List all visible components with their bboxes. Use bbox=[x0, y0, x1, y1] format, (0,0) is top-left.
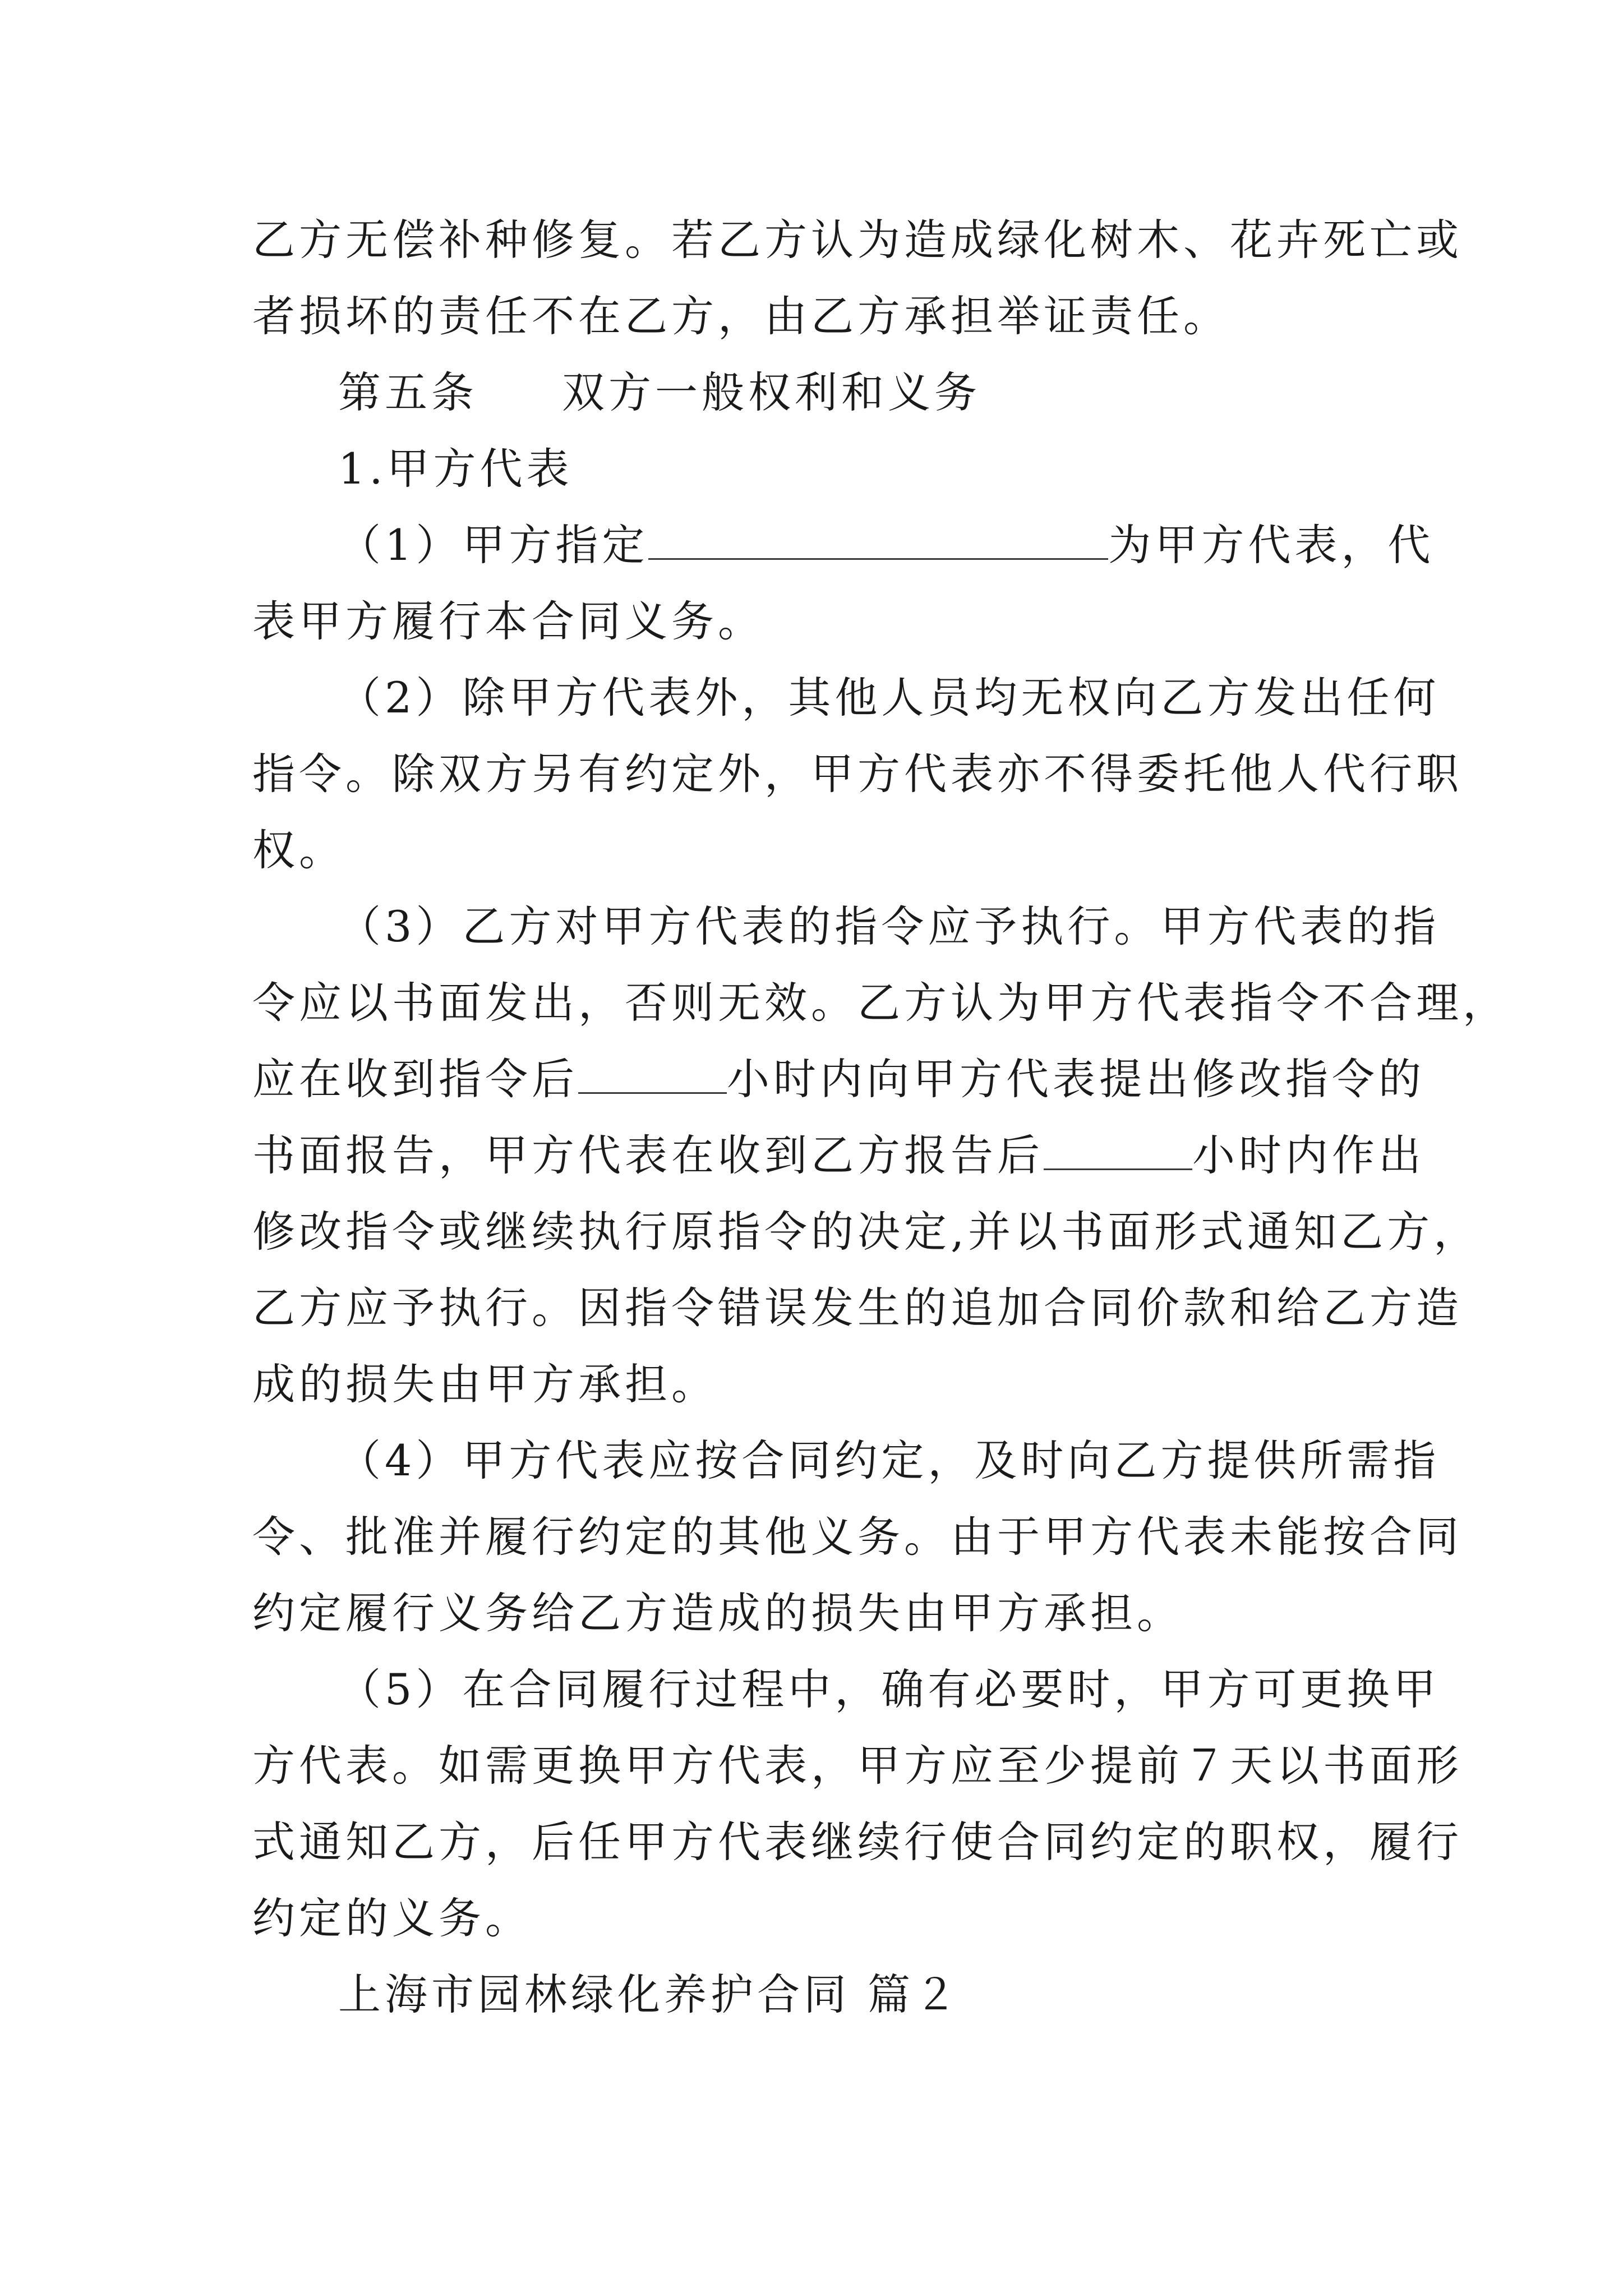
paragraph-line: 令应以书面发出，否则无效。乙方认为甲方代表指令不合理， bbox=[252, 978, 1509, 1028]
paragraph-line: 表甲方履行本合同义务。 bbox=[252, 596, 764, 646]
article-heading bbox=[338, 365, 1465, 421]
paragraph-line: 指令。除双方另有约定外，甲方代表亦不得委托他人代行职 bbox=[252, 749, 1463, 799]
article-number: 第五条 bbox=[338, 367, 478, 417]
fill-in-blank bbox=[648, 519, 1108, 560]
clause-text: 小时内作出 bbox=[1192, 1130, 1425, 1180]
paragraph-line: 约定履行义务给乙方造成的损失由甲方承担。 bbox=[252, 1588, 1183, 1638]
clause-text: （1）甲方指定 bbox=[338, 520, 649, 570]
article-title: 双方一般权利和义务 bbox=[562, 367, 981, 417]
paragraph-line: （5）在合同履行过程中，确有必要时，甲方可更换甲 bbox=[338, 1664, 1440, 1714]
paragraph-line: 方代表。如需更换甲方代表，甲方应至少提前７天以书面形 bbox=[252, 1741, 1463, 1791]
fill-in-blank bbox=[578, 1053, 727, 1094]
paragraph-line: 修改指令或继续执行原指令的决定,并以书面形式通知乙方， bbox=[252, 1207, 1481, 1257]
document-title-heading: 上海市园林绿化养护合同 篇２ bbox=[338, 1970, 961, 2019]
paragraph-line: 乙方无偿补种修复。若乙方认为造成绿化树木、花卉死亡或 bbox=[252, 215, 1463, 265]
fill-in-blank bbox=[1044, 1129, 1192, 1170]
paragraph-line: （4）甲方代表应按合同约定，及时向乙方提供所需指 bbox=[338, 1435, 1440, 1485]
paragraph-line: 成的损失由甲方承担。 bbox=[252, 1359, 718, 1409]
paragraph-line: 约定的义务。 bbox=[252, 1893, 532, 1943]
paragraph-line bbox=[338, 517, 1465, 573]
clause-text: 小时内向甲方代表提出修改指令的 bbox=[727, 1054, 1425, 1104]
paragraph-line: 令、批准并履行约定的其他义务。由于甲方代表未能按合同 bbox=[252, 1512, 1463, 1562]
paragraph-line: 者损坏的责任不在乙方，由乙方承担举证责任。 bbox=[252, 291, 1230, 341]
paragraph-line: 乙方应予执行。因指令错误发生的追加合同价款和给乙方造 bbox=[252, 1283, 1463, 1333]
section-heading: 1.甲方代表 bbox=[338, 444, 573, 494]
paragraph-line: 式通知乙方，后任甲方代表继续行使合同约定的职权，履行 bbox=[252, 1817, 1463, 1867]
paragraph-line bbox=[252, 1051, 1425, 1107]
paragraph-line bbox=[252, 1128, 1425, 1184]
paragraph-line: 权。 bbox=[252, 825, 345, 875]
paragraph-line: （3）乙方对甲方代表的指令应予执行。甲方代表的指 bbox=[338, 901, 1440, 951]
paragraph-line: （2）除甲方代表外，其他人员均无权向乙方发出任何 bbox=[338, 673, 1440, 723]
clause-text: 应在收到指令后 bbox=[252, 1054, 578, 1104]
clause-text: 为甲方代表，代 bbox=[1108, 520, 1435, 570]
clause-text: 书面报告，甲方代表在收到乙方报告后 bbox=[252, 1130, 1044, 1180]
